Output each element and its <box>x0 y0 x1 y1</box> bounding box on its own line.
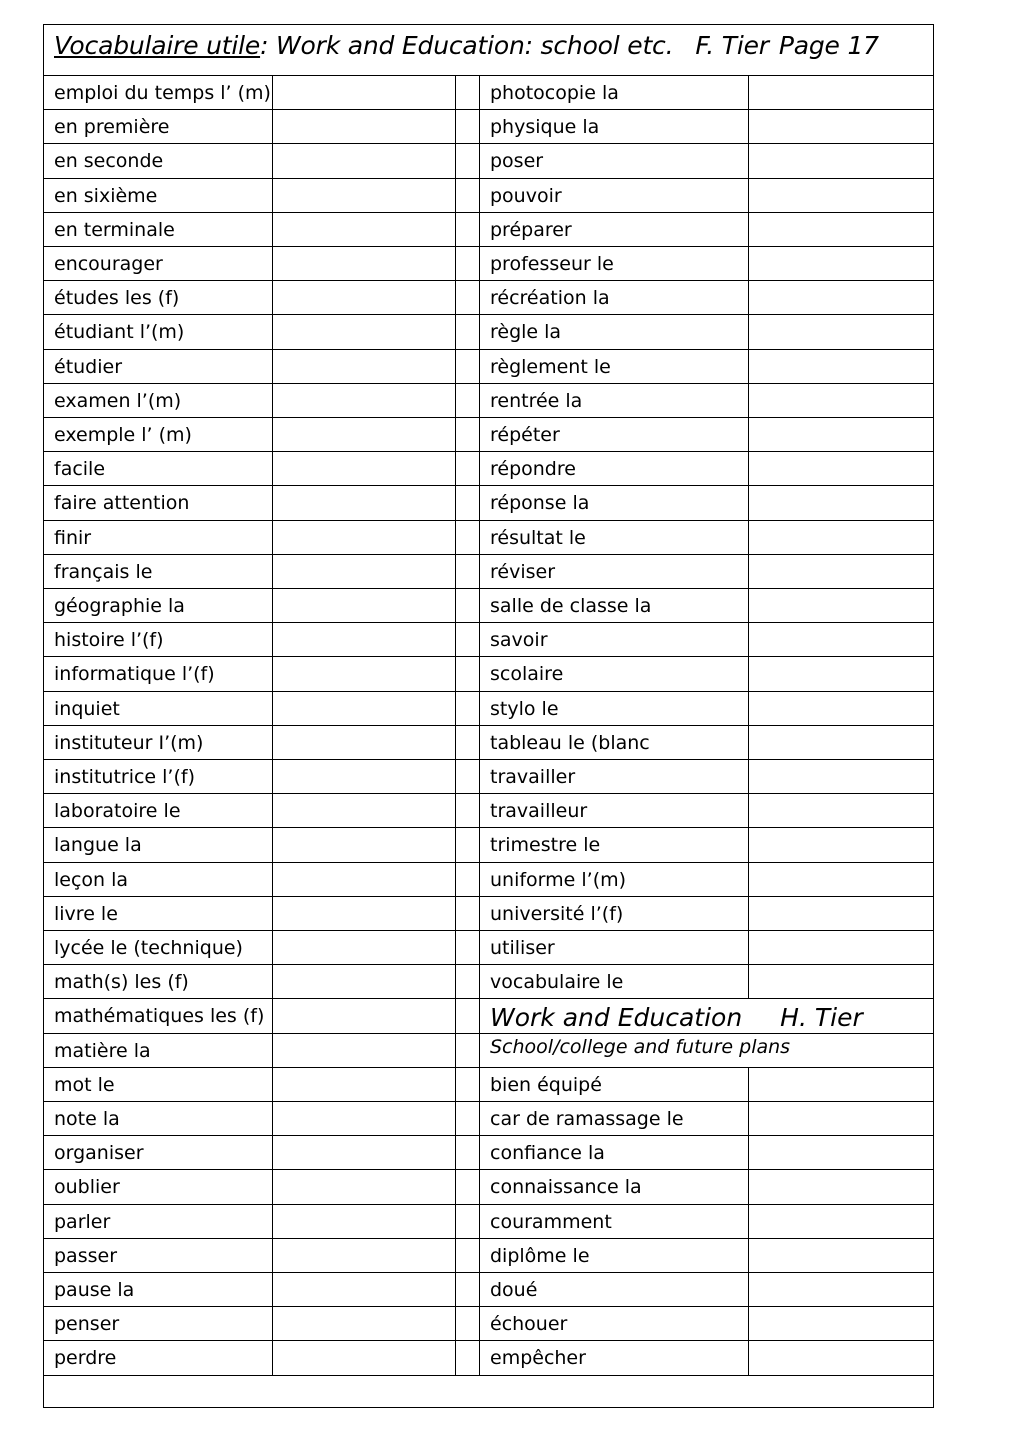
vocab-word: passer <box>44 1239 273 1272</box>
table-row <box>44 1136 933 1170</box>
vocab-word: scolaire <box>480 657 749 690</box>
translation-blank[interactable] <box>273 76 456 109</box>
h-tier-heading <box>480 999 933 1032</box>
translation-blank[interactable] <box>749 1205 933 1238</box>
translation-blank[interactable] <box>749 1341 933 1374</box>
vocab-word: penser <box>44 1307 273 1340</box>
vocab-word: laboratoire le <box>44 794 273 827</box>
translation-blank[interactable] <box>273 863 456 896</box>
vocab-word: répéter <box>480 418 749 451</box>
title-rest: : Work and Education: school etc. <box>260 31 674 60</box>
table-row <box>44 692 933 726</box>
translation-blank[interactable] <box>749 692 933 725</box>
vocab-word: professeur le <box>480 247 749 280</box>
vocab-word: études les (f) <box>44 281 273 314</box>
column-gap <box>456 247 480 280</box>
translation-blank[interactable] <box>273 213 456 246</box>
translation-blank[interactable] <box>749 281 933 314</box>
translation-blank[interactable] <box>749 828 933 861</box>
column-gap <box>456 213 480 246</box>
column-gap <box>456 931 480 964</box>
table-row <box>44 1341 933 1375</box>
vocab-word: règle la <box>480 315 749 348</box>
table-row <box>44 931 933 965</box>
translation-blank[interactable] <box>273 623 456 656</box>
translation-blank[interactable] <box>749 213 933 246</box>
vocab-word: organiser <box>44 1136 273 1169</box>
column-gap <box>456 1170 480 1203</box>
vocab-word: photocopie la <box>480 76 749 109</box>
column-gap <box>456 1102 480 1135</box>
column-gap <box>456 1136 480 1169</box>
translation-blank[interactable] <box>273 1273 456 1306</box>
vocab-word: perdre <box>44 1341 273 1374</box>
column-gap <box>456 965 480 998</box>
translation-blank[interactable] <box>749 521 933 554</box>
translation-blank[interactable] <box>273 521 456 554</box>
vocab-word: résultat le <box>480 521 749 554</box>
table-row <box>44 110 933 144</box>
table-row <box>44 623 933 657</box>
column-gap <box>456 1068 480 1101</box>
translation-blank[interactable] <box>273 692 456 725</box>
column-gap <box>456 555 480 588</box>
translation-blank[interactable] <box>749 418 933 451</box>
vocab-word: utiliser <box>480 931 749 964</box>
vocab-word: facile <box>44 452 273 485</box>
translation-blank[interactable] <box>749 110 933 143</box>
vocab-word: inquiet <box>44 692 273 725</box>
table-row <box>44 863 933 897</box>
table-row <box>44 1376 933 1407</box>
translation-blank[interactable] <box>273 110 456 143</box>
vocab-word: parler <box>44 1205 273 1238</box>
vocab-word: empêcher <box>480 1341 749 1374</box>
vocab-word: université l’(f) <box>480 897 749 930</box>
vocab-word: livre le <box>44 897 273 930</box>
vocab-word: en sixième <box>44 179 273 212</box>
translation-blank[interactable] <box>749 726 933 759</box>
column-gap <box>456 521 480 554</box>
vocab-word: lycée le (technique) <box>44 931 273 964</box>
table-row <box>44 452 933 486</box>
translation-blank[interactable] <box>273 1239 456 1272</box>
vocab-word: uniforme l’(m) <box>480 863 749 896</box>
column-gap <box>456 760 480 793</box>
table-row <box>44 760 933 794</box>
column-gap <box>456 315 480 348</box>
translation-blank[interactable] <box>273 247 456 280</box>
vocab-word: histoire l’(f) <box>44 623 273 656</box>
table-row <box>44 1307 933 1341</box>
vocab-word: mot le <box>44 1068 273 1101</box>
column-gap <box>456 281 480 314</box>
column-gap <box>456 350 480 383</box>
translation-blank[interactable] <box>749 794 933 827</box>
translation-blank[interactable] <box>749 555 933 588</box>
translation-blank[interactable] <box>749 350 933 383</box>
vocab-word: pouvoir <box>480 179 749 212</box>
table-row <box>44 281 933 315</box>
vocab-word: récréation la <box>480 281 749 314</box>
vocab-word: couramment <box>480 1205 749 1238</box>
vocab-word: en terminale <box>44 213 273 246</box>
column-gap <box>456 144 480 177</box>
table-row <box>44 418 933 452</box>
h-tier-label: H. Tier <box>780 1003 863 1033</box>
translation-blank[interactable] <box>273 1068 456 1101</box>
column-gap <box>456 726 480 759</box>
table-row <box>44 657 933 691</box>
translation-blank[interactable] <box>273 1102 456 1135</box>
vocab-word: poser <box>480 144 749 177</box>
translation-blank[interactable] <box>273 1136 456 1169</box>
table-row <box>44 1205 933 1239</box>
translation-blank[interactable] <box>273 760 456 793</box>
vocab-word: trimestre le <box>480 828 749 861</box>
column-gap <box>456 110 480 143</box>
translation-blank[interactable] <box>273 589 456 622</box>
vocab-word: réponse la <box>480 486 749 519</box>
table-row <box>44 521 933 555</box>
vocab-word: étudiant l’(m) <box>44 315 273 348</box>
vocab-word: en seconde <box>44 144 273 177</box>
translation-blank[interactable] <box>749 1273 933 1306</box>
translation-blank[interactable] <box>749 384 933 417</box>
table-row <box>44 1068 933 1102</box>
table-row <box>44 999 933 1033</box>
h-tier-heading-text: Work and Education <box>490 1003 743 1033</box>
column-gap <box>456 179 480 212</box>
translation-blank[interactable] <box>749 760 933 793</box>
vocab-word: langue la <box>44 828 273 861</box>
translation-blank[interactable] <box>273 486 456 519</box>
translation-blank[interactable] <box>749 144 933 177</box>
translation-blank[interactable] <box>273 452 456 485</box>
table-row <box>44 247 933 281</box>
translation-blank[interactable] <box>273 931 456 964</box>
table-row <box>44 1102 933 1136</box>
translation-blank[interactable] <box>749 1239 933 1272</box>
translation-blank[interactable] <box>273 315 456 348</box>
table-row <box>44 486 933 520</box>
translation-blank[interactable] <box>749 931 933 964</box>
vocab-word: informatique l’(f) <box>44 657 273 690</box>
table-row <box>44 828 933 862</box>
vocab-word: note la <box>44 1102 273 1135</box>
translation-blank[interactable] <box>749 179 933 212</box>
vocab-word: salle de classe la <box>480 589 749 622</box>
vocab-word: géographie la <box>44 589 273 622</box>
vocab-word: connaissance la <box>480 1170 749 1203</box>
translation-blank[interactable] <box>273 1307 456 1340</box>
vocab-word: répondre <box>480 452 749 485</box>
table-row <box>44 144 933 178</box>
vocab-word: car de ramassage le <box>480 1102 749 1135</box>
table-row <box>44 213 933 247</box>
table-row <box>44 179 933 213</box>
translation-blank[interactable] <box>749 965 933 998</box>
table-row <box>44 589 933 623</box>
vocab-word: emploi du temps l’ (m) <box>44 76 273 109</box>
vocab-word: réviser <box>480 555 749 588</box>
column-gap <box>456 828 480 861</box>
vocab-word: préparer <box>480 213 749 246</box>
translation-blank[interactable] <box>273 965 456 998</box>
translation-blank[interactable] <box>749 486 933 519</box>
column-gap <box>456 1239 480 1272</box>
table-row <box>44 76 933 110</box>
column-gap <box>456 999 480 1032</box>
vocab-word: oublier <box>44 1170 273 1203</box>
table-row <box>44 384 933 418</box>
translation-blank[interactable] <box>273 657 456 690</box>
column-gap <box>456 384 480 417</box>
vocab-word: diplôme le <box>480 1239 749 1272</box>
translation-blank[interactable] <box>273 726 456 759</box>
vocab-word: mathématiques les (f) <box>44 999 273 1032</box>
table-row <box>44 555 933 589</box>
vocab-word: faire attention <box>44 486 273 519</box>
translation-blank[interactable] <box>749 76 933 109</box>
table-row <box>44 965 933 999</box>
vocab-word: échouer <box>480 1307 749 1340</box>
vocab-word: pause la <box>44 1273 273 1306</box>
column-gap <box>456 76 480 109</box>
translation-blank[interactable] <box>273 281 456 314</box>
translation-blank[interactable] <box>749 315 933 348</box>
vocab-word: travailleur <box>480 794 749 827</box>
table-row <box>44 794 933 828</box>
vocab-word: rentrée la <box>480 384 749 417</box>
translation-blank[interactable] <box>273 828 456 861</box>
vocab-word: finir <box>44 521 273 554</box>
vocab-word: matière la <box>44 1034 273 1067</box>
column-gap <box>456 623 480 656</box>
table-row <box>44 350 933 384</box>
translation-blank[interactable] <box>749 897 933 930</box>
vocab-word: institutrice l’(f) <box>44 760 273 793</box>
translation-blank[interactable] <box>749 247 933 280</box>
page-title <box>54 31 879 60</box>
vocabulary-sheet <box>43 24 934 1408</box>
translation-blank[interactable] <box>749 657 933 690</box>
title-underlined: Vocabulaire utile <box>54 31 261 60</box>
column-gap <box>456 418 480 451</box>
vocab-word: doué <box>480 1273 749 1306</box>
column-gap <box>456 1205 480 1238</box>
table-row <box>44 1273 933 1307</box>
translation-blank[interactable] <box>749 863 933 896</box>
translation-blank[interactable] <box>273 555 456 588</box>
translation-blank[interactable] <box>749 623 933 656</box>
translation-blank[interactable] <box>273 418 456 451</box>
vocab-word: encourager <box>44 247 273 280</box>
column-gap <box>456 589 480 622</box>
table-row <box>44 726 933 760</box>
translation-blank[interactable] <box>749 452 933 485</box>
column-gap <box>456 863 480 896</box>
translation-blank[interactable] <box>273 794 456 827</box>
table-row <box>44 897 933 931</box>
table-row <box>44 1170 933 1204</box>
translation-blank[interactable] <box>749 1068 933 1101</box>
vocab-word: travailler <box>480 760 749 793</box>
vocab-word: tableau le (blanc <box>480 726 749 759</box>
translation-blank[interactable] <box>273 897 456 930</box>
title-tier: F. Tier <box>695 31 769 60</box>
vocab-word: bien équipé <box>480 1068 749 1101</box>
translation-blank[interactable] <box>749 1102 933 1135</box>
vocab-word: leçon la <box>44 863 273 896</box>
column-gap <box>456 657 480 690</box>
vocab-word: examen l’(m) <box>44 384 273 417</box>
title-page: Page 17 <box>778 31 879 60</box>
translation-blank[interactable] <box>273 350 456 383</box>
column-gap <box>456 1034 480 1067</box>
vocab-word: instituteur I’(m) <box>44 726 273 759</box>
translation-blank[interactable] <box>273 1341 456 1374</box>
translation-blank[interactable] <box>749 589 933 622</box>
translation-blank[interactable] <box>273 179 456 212</box>
vocab-word: exemple l’ (m) <box>44 418 273 451</box>
vocab-word: stylo le <box>480 692 749 725</box>
h-tier-subheading: School/college and future plans <box>490 1035 791 1058</box>
vocab-word: physique la <box>480 110 749 143</box>
column-gap <box>456 486 480 519</box>
vocab-word: étudier <box>44 350 273 383</box>
vocab-word: en première <box>44 110 273 143</box>
translation-blank[interactable] <box>273 1205 456 1238</box>
column-gap <box>456 794 480 827</box>
column-gap <box>456 452 480 485</box>
translation-blank[interactable] <box>749 1307 933 1340</box>
vocab-word: règlement le <box>480 350 749 383</box>
table-row <box>44 1239 933 1273</box>
title-row <box>44 25 933 76</box>
table-row <box>44 315 933 349</box>
vocab-word: vocabulaire le <box>480 965 749 998</box>
column-gap <box>456 1341 480 1374</box>
vocab-word: math(s) les (f) <box>44 965 273 998</box>
translation-blank[interactable] <box>273 384 456 417</box>
column-gap <box>456 1273 480 1306</box>
translation-blank[interactable] <box>749 1136 933 1169</box>
vocab-word: confiance la <box>480 1136 749 1169</box>
column-gap <box>456 1307 480 1340</box>
table-row <box>44 1034 933 1068</box>
translation-blank[interactable] <box>273 144 456 177</box>
translation-blank[interactable] <box>273 1170 456 1203</box>
translation-blank[interactable] <box>749 1170 933 1203</box>
column-gap <box>456 897 480 930</box>
translation-blank[interactable] <box>273 999 456 1032</box>
vocab-word: français le <box>44 555 273 588</box>
column-gap <box>456 692 480 725</box>
vocab-word: savoir <box>480 623 749 656</box>
translation-blank[interactable] <box>273 1034 456 1067</box>
